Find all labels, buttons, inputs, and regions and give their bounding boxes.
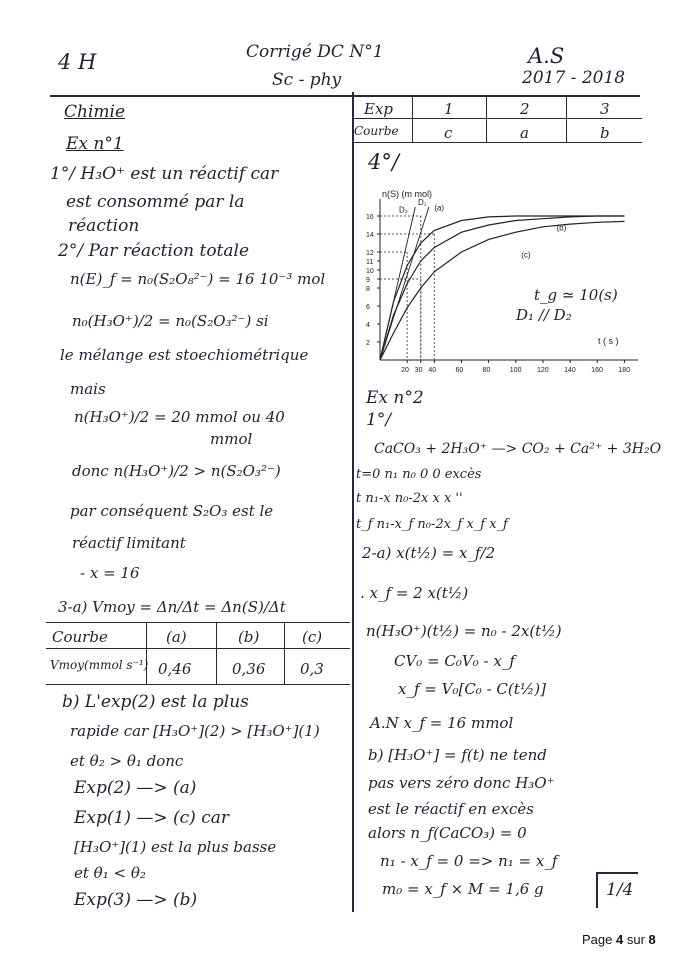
y-tick-label: 4 bbox=[366, 322, 370, 329]
exp-label: Exp bbox=[364, 100, 394, 118]
exp-number: 3 bbox=[600, 100, 610, 118]
answer-line: b) [H₃O⁺] = f(t) ne tend bbox=[368, 746, 547, 764]
answer-line: CV₀ = C₀V₀ - x_f bbox=[394, 652, 515, 670]
table-border bbox=[46, 684, 350, 685]
page-total: 8 bbox=[648, 932, 656, 947]
answer-line: et θ₁ < θ₂ bbox=[74, 864, 146, 882]
x-tick-label: 60 bbox=[455, 367, 464, 374]
answer-line: par conséquent S₂O₃ est le bbox=[70, 502, 274, 520]
answer-line: rapide car [H₃O⁺](2) > [H₃O⁺](1) bbox=[70, 722, 320, 740]
y-tick-label: 2 bbox=[366, 340, 370, 347]
chart-note-parallel: D₁ // D₂ bbox=[516, 306, 572, 324]
tangent-line bbox=[380, 207, 429, 360]
answer-line: réaction bbox=[68, 216, 140, 236]
answer-line: A.N x_f = 16 mmol bbox=[370, 714, 514, 732]
curve-label: Courbe bbox=[354, 124, 399, 138]
curve-letter: a bbox=[520, 124, 529, 142]
table-border bbox=[284, 622, 285, 684]
y-tick-label: 9 bbox=[366, 277, 370, 284]
answer-line: b) L'exp(2) est la plus bbox=[62, 692, 249, 712]
tangent-label: D₂ bbox=[399, 205, 408, 215]
page-prefix: Page bbox=[582, 932, 613, 947]
grade-box bbox=[596, 872, 638, 908]
answer-line: est consommé par la bbox=[66, 192, 245, 212]
answer-line: réactif limitant bbox=[72, 534, 186, 552]
answer-line: n(E)_f = n₀(S₂O₈²⁻) = 16 10⁻³ mol bbox=[70, 270, 326, 288]
x-tick-label: 40 bbox=[428, 367, 437, 374]
y-tick-label: 11 bbox=[366, 259, 374, 266]
answer-line: . x_f = 2 x(t½) bbox=[360, 584, 469, 602]
answer-line: n(H₃O⁺)/2 = 20 mmol ou 40 bbox=[74, 408, 285, 426]
x-tick-label: 100 bbox=[509, 367, 522, 374]
class-label: 4 H bbox=[58, 50, 97, 74]
table-border bbox=[216, 622, 217, 684]
answer-line: mmol bbox=[210, 430, 253, 448]
answer-line: Exp(1) —> (c) car bbox=[74, 808, 229, 828]
y-tick-label: 12 bbox=[366, 250, 374, 257]
x-tick-label: 140 bbox=[564, 367, 576, 374]
answer-line: le mélange est stoechiométrique bbox=[60, 346, 309, 364]
school-year: 2017 - 2018 bbox=[522, 68, 626, 88]
table-cell: 0,46 bbox=[158, 660, 192, 678]
answer-line: Exp(3) —> (b) bbox=[74, 890, 198, 910]
exp-number: 1 bbox=[444, 100, 454, 118]
answer-line: mais bbox=[70, 380, 106, 398]
chart-n-vs-t bbox=[358, 185, 648, 385]
exercise2-q1: 1°/ bbox=[366, 410, 392, 430]
answer-line: t=0 n₁ n₀ 0 0 excès bbox=[356, 467, 482, 482]
question-4: 4°/ bbox=[368, 150, 399, 174]
answer-line: est le réactif en excès bbox=[368, 800, 534, 818]
table-border bbox=[352, 118, 642, 119]
y-tick-label: 14 bbox=[366, 232, 374, 239]
y-tick-label: 16 bbox=[366, 214, 374, 221]
table-border bbox=[46, 648, 350, 649]
table-border bbox=[352, 142, 642, 143]
table-border bbox=[146, 622, 147, 684]
page-sep: sur bbox=[626, 932, 645, 947]
series-label: (c) bbox=[521, 250, 531, 260]
answer-line: CaCO₃ + 2H₃O⁺ —> CO₂ + Ca²⁺ + 3H₂O bbox=[374, 441, 662, 457]
x-axis-label: t ( s ) bbox=[598, 336, 619, 346]
y-tick-label: 10 bbox=[366, 268, 374, 275]
author-initials: A.S bbox=[528, 44, 565, 68]
table-border bbox=[486, 96, 487, 142]
middle-divider bbox=[352, 92, 354, 912]
exercise2-title: Ex n°2 bbox=[366, 388, 424, 408]
top-rule bbox=[50, 95, 640, 97]
document-title: Corrigé DC N°1 bbox=[246, 42, 384, 62]
x-tick-label: 20 bbox=[401, 367, 409, 374]
x-tick-label: 120 bbox=[536, 367, 549, 374]
table-header: (c) bbox=[302, 628, 323, 646]
x-tick-label: 80 bbox=[482, 367, 491, 374]
answer-line: et θ₂ > θ₁ donc bbox=[70, 752, 184, 770]
table-header: Courbe bbox=[52, 628, 108, 646]
x-tick-label: 180 bbox=[618, 367, 631, 374]
answer-line: 2°/ Par réaction totale bbox=[58, 241, 250, 261]
series-label: (a) bbox=[434, 203, 445, 213]
grade-value: 1/4 bbox=[606, 880, 634, 900]
answer-line: donc n(H₃O⁺)/2 > n(S₂O₃²⁻) bbox=[72, 462, 281, 480]
answer-line: n(H₃O⁺)(t½) = n₀ - 2x(t½) bbox=[366, 622, 562, 640]
y-tick-label: 8 bbox=[366, 286, 370, 293]
table-border bbox=[412, 96, 413, 142]
answer-line: - x = 16 bbox=[80, 564, 140, 582]
tangent-label: D₁ bbox=[418, 198, 427, 208]
table-cell: 0,36 bbox=[232, 660, 266, 678]
y-tick-label: 6 bbox=[366, 304, 370, 311]
answer-line: n₁ - x_f = 0 => n₁ = x_f bbox=[380, 852, 558, 870]
exercise1-title: Ex n°1 bbox=[66, 134, 124, 154]
exp-number: 2 bbox=[520, 100, 530, 118]
answer-line: t_f n₁-x_f n₀-2x_f x_f x_f bbox=[356, 517, 508, 532]
subject-title: Chimie bbox=[64, 102, 126, 122]
x-tick-label: 30 bbox=[414, 367, 423, 374]
answer-line: pas vers zéro donc H₃O⁺ bbox=[368, 774, 555, 792]
table-row-label: Vmoy(mmol s⁻¹) bbox=[50, 658, 149, 672]
table-border bbox=[566, 96, 567, 142]
answer-line: alors n_f(CaCO₃) = 0 bbox=[368, 824, 527, 842]
series-label: (b) bbox=[556, 223, 567, 233]
curve-letter: b bbox=[600, 124, 610, 142]
chart-note-tg: t_g ≃ 10(s) bbox=[534, 286, 618, 304]
document-subtitle: Sc - phy bbox=[272, 70, 342, 90]
y-axis-label: n(S) (m mol) bbox=[382, 189, 432, 199]
answer-line: 2-a) x(t½) = x_f/2 bbox=[362, 544, 496, 562]
answer-line: n₀(H₃O⁺)/2 = n₀(S₂O₃²⁻) si bbox=[72, 312, 269, 330]
answer-line: x_f = V₀[C₀ - C(t½)] bbox=[398, 680, 547, 698]
x-tick-label: 160 bbox=[591, 367, 603, 374]
table-border bbox=[46, 622, 350, 623]
answer-line: Exp(2) —> (a) bbox=[74, 778, 197, 798]
page-current: 4 bbox=[616, 932, 624, 947]
table-header: (a) bbox=[166, 628, 187, 646]
answer-line: m₀ = x_f × M = 1,6 g bbox=[382, 880, 544, 898]
answer-line: [H₃O⁺](1) est la plus basse bbox=[74, 838, 277, 856]
answer-line: 1°/ H₃O⁺ est un réactif car bbox=[50, 164, 279, 184]
table-header: (b) bbox=[238, 628, 260, 646]
table-cell: 0,3 bbox=[300, 660, 324, 678]
answer-line: t n₁-x n₀-2x x x '' bbox=[356, 491, 463, 506]
tangent-line bbox=[380, 207, 415, 360]
curve-letter: c bbox=[444, 124, 453, 142]
page-number bbox=[582, 932, 656, 947]
answer-line: 3-a) Vmoy = Δn/Δt = Δn(S)/Δt bbox=[58, 598, 286, 616]
